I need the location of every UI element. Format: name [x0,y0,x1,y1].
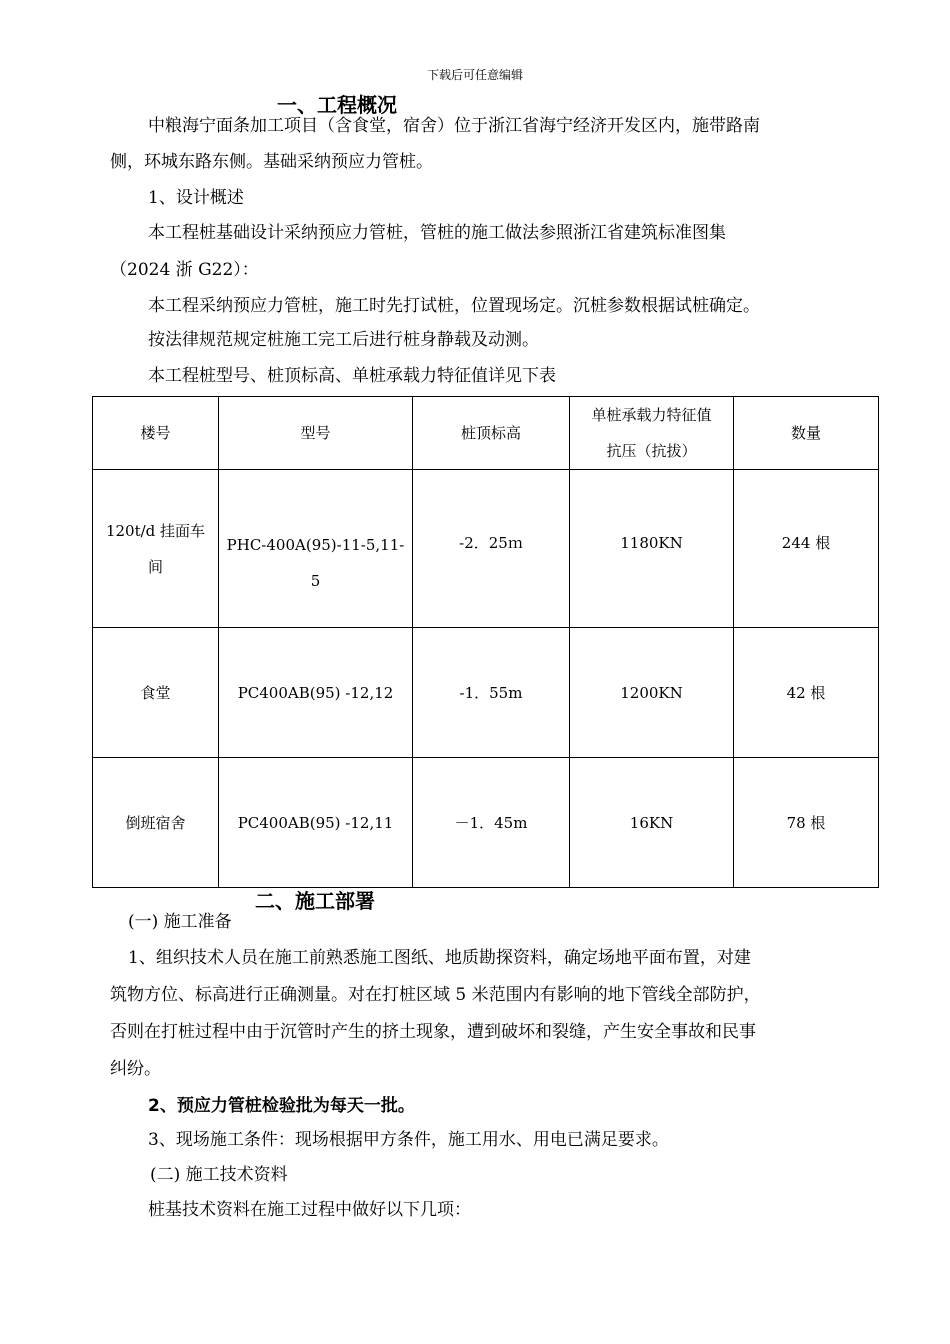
cell-quantity: 42 根 [734,628,879,758]
item3: 3、现场施工条件：现场根据甲方条件，施工用水、用电已满足要求。 [148,1130,669,1150]
design-subtitle: 1、设计概述 [148,188,244,208]
section2-title: 二、施工部署 [255,889,375,913]
cell-building-line2: 间 [147,557,163,576]
table-row [93,470,879,628]
cell-capacity: 16KN [570,758,734,888]
cell-building [93,470,219,628]
intro-line2: 侧，环城东路东侧。基础采纳预应力管桩。 [110,152,433,172]
para-load-test: 按法律规范规定桩施工完工后进行桩身静载及动测。 [148,330,539,350]
header-model: 型号 [219,397,413,470]
header-top-elev: 桩顶标高 [413,397,570,470]
cell-capacity: 1180KN [570,470,734,628]
cell-top-elev: -1．55m [413,628,570,758]
para-table-intro: 本工程桩型号、桩顶标高、单桩承载力特征值详见下表 [148,366,556,386]
cell-top-elev: -2．25ｍ [413,470,570,628]
item1-line2: 筑物方位、标高进行正确测量。对在打桩区域 5 米范围内有影响的地下管线全部防护， [110,985,761,1005]
cell-building: 食堂 [93,628,219,758]
header-quantity: 数量 [734,397,879,470]
design-line1: 本工程桩基础设计采纳预应力管桩，管桩的施工做法参照浙江省建筑标准图集 [148,223,726,243]
cell-capacity: 1200KN [570,628,734,758]
intro-line1: 中粮海宁面条加工项目（含食堂，宿舍）位于浙江省海宁经济开发区内，施带路南 [148,116,760,136]
item1-line1: 1、组织技术人员在施工前熟悉施工图纸、地质勘探资料，确定场地平面布置，对建 [128,948,751,968]
item1-line4: 纠纷。 [110,1059,161,1079]
table-row [93,758,879,888]
cell-quantity: 244 根 [734,470,879,628]
cell-model: PC400AB(95) -12,11 [219,758,413,888]
table-row [93,628,879,758]
cell-quantity: 78 根 [734,758,879,888]
cell-model: PC400AB(95) -12,12 [219,628,413,758]
item2: 2、预应力管桩检验批为每天一批。 [148,1096,415,1116]
cell-top-elev: －1．45m [413,758,570,888]
header-capacity-line1: 单桩承载力特征值 [591,406,712,424]
cell-building-line1: 120t/d 挂面车 [105,521,206,540]
header-capacity-line2: 抗压（抗拔） [606,442,697,460]
cell-building: 倒班宿舍 [93,758,219,888]
header-capacity [570,397,734,470]
design-line2: （2024 浙 G22）： [110,260,259,280]
table-header-row [93,397,879,470]
item1-line3: 否则在打桩过程中由于沉管时产生的挤土现象，遭到破坏和裂缝，产生安全事故和民事 [110,1022,756,1042]
para-last: 桩基技术资料在施工过程中做好以下几项： [148,1200,471,1220]
header-note: 下载后可任意编辑 [426,68,523,82]
tech-subtitle: (二) 施工技术资料 [150,1165,288,1185]
header-building: 楼号 [93,397,219,470]
para-test-pile: 本工程采纳预应力管桩，施工时先打试桩，位置现场定。沉桩参数根据试桩确定。 [148,296,760,316]
cell-model: PHC-400A(95)-11-5,11-5 [219,470,413,628]
section1-title: 一、工程概况 [277,93,397,117]
prep-subtitle: (一) 施工准备 [128,912,232,932]
pile-table [92,396,879,888]
